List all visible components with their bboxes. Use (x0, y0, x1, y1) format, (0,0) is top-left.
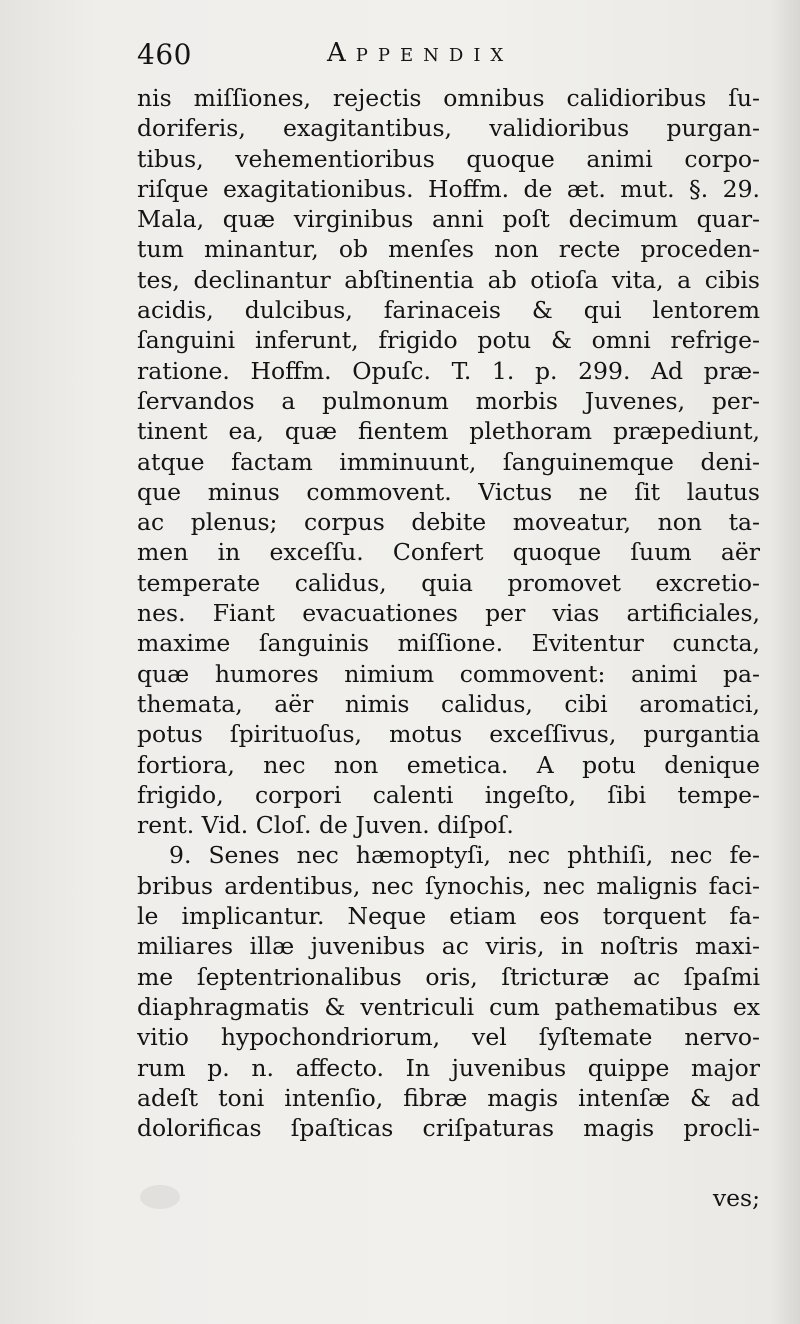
text-line: fortiora, nec non emetica. A potu denique (137, 750, 760, 779)
text-line: ſanguini inferunt, frigido potu & omni refrige- (137, 326, 760, 355)
text-line: frigido, corpori calenti ingeſto, ſibi tempe- (137, 780, 760, 809)
page-header (137, 38, 757, 78)
text-line: themata, aër nimis calidus, cibi aromatici, (137, 689, 760, 718)
text-line: nes. Fiant evacuationes per vias artificiales, (137, 599, 760, 628)
text-line: nis miſſiones, rejectis omnibus calidioribus ſu- (137, 84, 760, 112)
text-line: ratione. Hoffm. Opuſc. T. 1. p. 299. Ad præ- (137, 356, 760, 385)
text-line: tinent ea, quæ fientem plethoram præpediunt, (137, 417, 760, 446)
text-line: adeſt toni intenſio, fibræ magis intenſæ & ad (137, 1083, 760, 1112)
catchword: ves; (712, 1184, 760, 1212)
text-line: tibus, vehementioribus quoque animi corpo- (137, 144, 760, 173)
page-number: 460 (137, 38, 192, 71)
page-edge-shadow (770, 0, 800, 1324)
text-line: que minus commovent. Victus ne ſit lautus (137, 477, 760, 506)
text-line: tum minantur, ob menſes non recte proceden- (137, 235, 760, 264)
text-line: atque factam imminuunt, ſanguinemque deni- (137, 447, 760, 476)
text-line: dolorificas ſpaſticas criſpaturas magis procli- (137, 1114, 760, 1143)
text-line: temperate calidus, quia promovet excretio- (137, 568, 760, 597)
text-line: riſque exagitationibus. Hoffm. de æt. mut. §. 29. (137, 174, 760, 203)
text-line: maxime ſanguinis miſſione. Evitentur cuncta, (137, 629, 760, 658)
text-line: me ſeptentrionalibus oris, ſtricturæ ac ſpaſmi (137, 962, 760, 991)
text-line: tes, declinantur abſtinentia ab otioſa vita, a cibis (137, 265, 760, 294)
ink-smudge (140, 1185, 180, 1209)
text-line: rum p. n. affecto. In juvenibus quippe major (137, 1053, 760, 1082)
text-line: le implicantur. Neque etiam eos torquent fa- (137, 902, 760, 931)
text-line: diaphragmatis & ventriculi cum pathematibus ex (137, 992, 760, 1021)
text-line: 9. Senes nec hæmoptyſi, nec phthiſi, nec fe- (169, 841, 760, 870)
running-head: Appendix (327, 38, 514, 68)
text-line: ac plenus; corpus debite moveatur, non ta- (137, 508, 760, 537)
text-line: bribus ardentibus, nec ſynochis, nec malignis faci- (137, 871, 760, 900)
text-line: rent. Vid. Cloſ. de Juven. diſpoſ. (137, 811, 514, 840)
text-line: miliares illæ juvenibus ac viris, in noſtris maxi- (137, 932, 760, 961)
text-line: men in exceſſu. Confert quoque ſuum aër (137, 538, 760, 567)
text-line: vitio hypochondriorum, vel ſyſtemate nervo- (137, 1023, 760, 1052)
text-line: acidis, dulcibus, farinaceis & qui lentorem (137, 296, 760, 325)
text-line: doriferis, exagitantibus, validioribus purgan- (137, 114, 760, 143)
text-line: quæ humores nimium commovent: animi pa- (137, 659, 760, 688)
text-line: potus ſpirituoſus, motus exceſſivus, purgantia (137, 720, 760, 749)
body-text (137, 83, 760, 1143)
text-line: Mala, quæ virginibus anni poſt decimum quar- (137, 205, 760, 234)
text-line: ſervandos a pulmonum morbis Juvenes, per- (137, 386, 760, 415)
